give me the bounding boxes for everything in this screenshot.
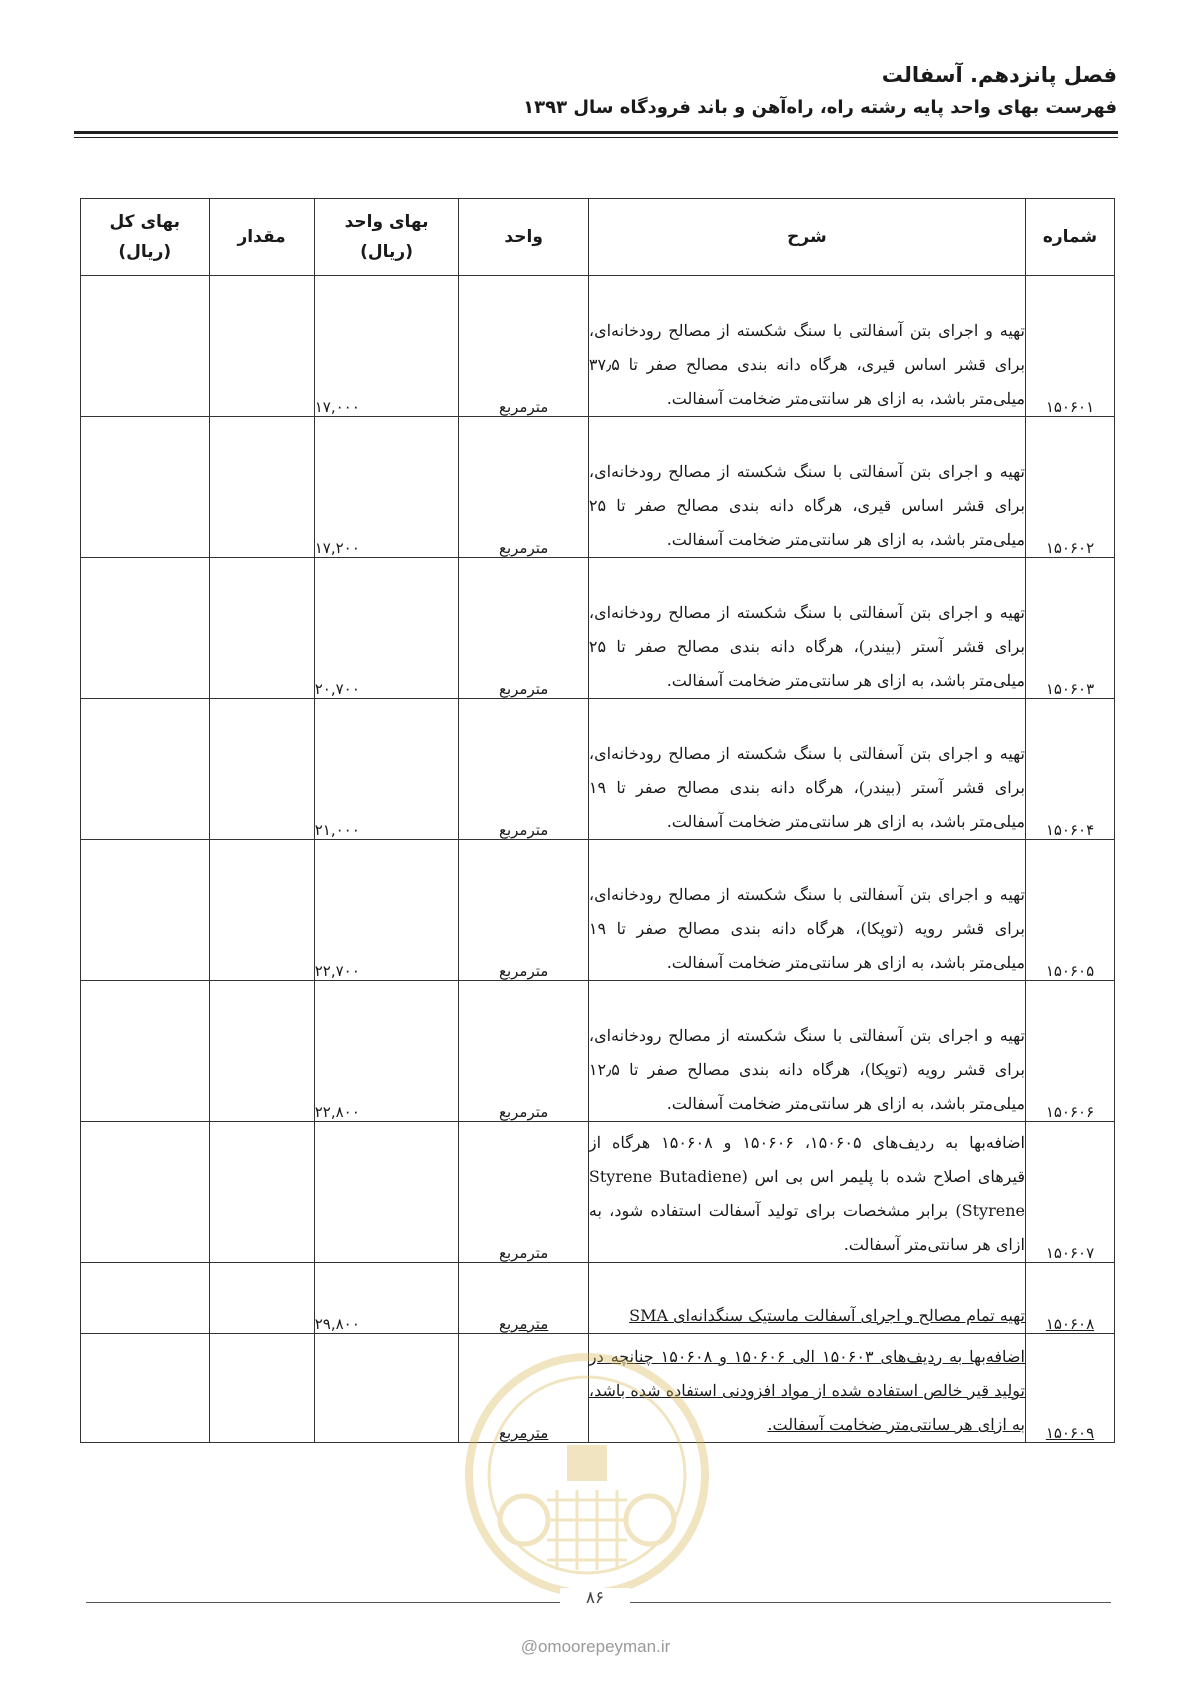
row-number: ۱۵۰۶۰۵ — [1025, 840, 1114, 981]
row-description: تهیه و اجرای بتن آسفالتی با سنگ شکسته از مصالح رودخانه‌ای، برای قشر آستر (بیندر)، هرگاه دانه بندی مصالح صفر تا ۱۹ میلی‌متر باشد، به ازای هر سانتی‌متر ضخامت آسفالت. — [588, 699, 1025, 840]
document-subtitle: فهرست بهای واحد پایه رشته راه، راه‌آهن و باند فرودگاه سال ۱۳۹۳ — [523, 97, 1117, 118]
row-description: اضافه‌بها به ردیف‌های ۱۵۰۶۰۵، ۱۵۰۶۰۶ و ۱۵۰۶۰۸ هرگاه از قیرهای اصلاح شده با پلیمر اس بی اس (Styrene Butadiene Styrene) برابر مشخصات برای تولید آسفالت استفاده شود، به ازای هر سانتی‌متر آسفالت. — [588, 1122, 1025, 1263]
row-unit-price: ۲۹,۸۰۰ — [314, 1263, 459, 1334]
table-row — [81, 840, 1115, 981]
row-unit-price: ۱۷,۲۰۰ — [314, 417, 459, 558]
row-description: اضافه‌بها به ردیف‌های ۱۵۰۶۰۳ الی ۱۵۰۶۰۶ و ۱۵۰۶۰۸ چنانچه در تولید قیر خالص استفاده شده از مواد افزودنی استفاده شده باشد، به ازای هر سانتی‌متر ضخامت آسفالت. — [588, 1334, 1025, 1443]
row-total — [81, 417, 210, 558]
table-row — [81, 981, 1115, 1122]
row-number: ۱۵۰۶۰۹ — [1025, 1334, 1114, 1443]
row-description: تهیه و اجرای بتن آسفالتی با سنگ شکسته از مصالح رودخانه‌ای، برای قشر رویه (توپکا)، هرگاه دانه بندی مصالح صفر تا ۱۲٫۵ میلی‌متر باشد، به ازای هر سانتی‌متر ضخامت آسفالت. — [588, 981, 1025, 1122]
column-header-unit: واحد — [459, 199, 589, 276]
row-number: ۱۵۰۶۰۱ — [1025, 276, 1114, 417]
row-unit: مترمربع — [459, 276, 589, 417]
site-watermark-text: @omoorepeyman.ir — [520, 1637, 671, 1656]
row-quantity — [209, 1122, 314, 1263]
page-number: ۸۶ — [560, 1588, 630, 1608]
row-unit-price: ۲۲,۸۰۰ — [314, 981, 459, 1122]
row-unit-price: ۲۲,۷۰۰ — [314, 840, 459, 981]
table-row — [81, 558, 1115, 699]
table-row — [81, 699, 1115, 840]
seal-watermark-icon — [462, 1350, 712, 1600]
total-price-label: بهای کل — [109, 212, 181, 232]
row-description: تهیه و اجرای بتن آسفالتی با سنگ شکسته از مصالح رودخانه‌ای، برای قشر رویه (توپکا)، هرگاه دانه بندی مصالح صفر تا ۱۹ میلی‌متر باشد، به ازای هر سانتی‌متر ضخامت آسفالت. — [588, 840, 1025, 981]
row-unit-price — [314, 1334, 459, 1443]
row-total — [81, 699, 210, 840]
row-description: تهیه و اجرای بتن آسفالتی با سنگ شکسته از مصالح رودخانه‌ای، برای قشر آستر (بیندر)، هرگاه دانه بندی مصالح صفر تا ۲۵ میلی‌متر باشد، به ازای هر سانتی‌متر ضخامت آسفالت. — [588, 558, 1025, 699]
table-row — [81, 417, 1115, 558]
row-number: ۱۵۰۶۰۶ — [1025, 981, 1114, 1122]
table-row — [81, 1122, 1115, 1263]
row-description: تهیه و اجرای بتن آسفالتی با سنگ شکسته از مصالح رودخانه‌ای، برای قشر اساس قیری، هرگاه دانه بندی مصالح صفر تا ۳۷٫۵ میلی‌متر باشد، به ازای هر سانتی‌متر ضخامت آسفالت. — [588, 276, 1025, 417]
row-number: ۱۵۰۶۰۲ — [1025, 417, 1114, 558]
row-total — [81, 840, 210, 981]
column-header-unit-price — [314, 199, 459, 276]
row-total — [81, 1263, 210, 1334]
unit-price-currency: (ریال) — [360, 242, 413, 262]
row-unit: مترمربع — [459, 981, 589, 1122]
row-unit-price: ۲۱,۰۰۰ — [314, 699, 459, 840]
row-unit: مترمربع — [459, 417, 589, 558]
row-unit: مترمربع — [459, 1122, 589, 1263]
row-quantity — [209, 699, 314, 840]
row-unit: مترمربع — [459, 558, 589, 699]
chapter-title: فصل پانزدهم. آسفالت — [881, 63, 1117, 87]
total-price-currency: (ریال) — [118, 242, 172, 262]
row-total — [81, 1334, 210, 1443]
table-row — [81, 1263, 1115, 1334]
row-quantity — [209, 417, 314, 558]
price-list-table — [80, 198, 1115, 1443]
row-number: ۱۵۰۶۰۴ — [1025, 699, 1114, 840]
row-quantity — [209, 276, 314, 417]
header-rule-thick — [74, 131, 1118, 134]
unit-price-label: بهای واحد — [344, 212, 429, 232]
row-description: تهیه تمام مصالح و اجرای آسفالت ماستیک سنگدانه‌ای SMA — [588, 1263, 1025, 1334]
row-quantity — [209, 840, 314, 981]
row-number: ۱۵۰۶۰۳ — [1025, 558, 1114, 699]
row-unit: مترمربع — [459, 1334, 589, 1443]
row-quantity — [209, 558, 314, 699]
column-header-total-price — [81, 199, 210, 276]
row-total — [81, 1122, 210, 1263]
row-unit: مترمربع — [459, 699, 589, 840]
table-row — [81, 276, 1115, 417]
row-total — [81, 276, 210, 417]
row-quantity — [209, 1334, 314, 1443]
row-number: ۱۵۰۶۰۷ — [1025, 1122, 1114, 1263]
row-total — [81, 981, 210, 1122]
row-unit: مترمربع — [459, 1263, 589, 1334]
row-unit: مترمربع — [459, 840, 589, 981]
row-description: تهیه و اجرای بتن آسفالتی با سنگ شکسته از مصالح رودخانه‌ای، برای قشر اساس قیری، هرگاه دانه بندی مصالح صفر تا ۲۵ میلی‌متر باشد، به ازای هر سانتی‌متر ضخامت آسفالت. — [588, 417, 1025, 558]
page-header — [523, 58, 1117, 124]
row-quantity — [209, 981, 314, 1122]
column-header-quantity: مقدار — [209, 199, 314, 276]
row-unit-price — [314, 1122, 459, 1263]
header-rule-thin — [74, 137, 1118, 138]
table-header-row — [81, 199, 1115, 276]
column-header-number: شماره — [1025, 199, 1114, 276]
row-quantity — [209, 1263, 314, 1334]
row-total — [81, 558, 210, 699]
row-number: ۱۵۰۶۰۸ — [1025, 1263, 1114, 1334]
row-unit-price: ۱۷,۰۰۰ — [314, 276, 459, 417]
row-unit-price: ۲۰,۷۰۰ — [314, 558, 459, 699]
column-header-description: شرح — [588, 199, 1025, 276]
